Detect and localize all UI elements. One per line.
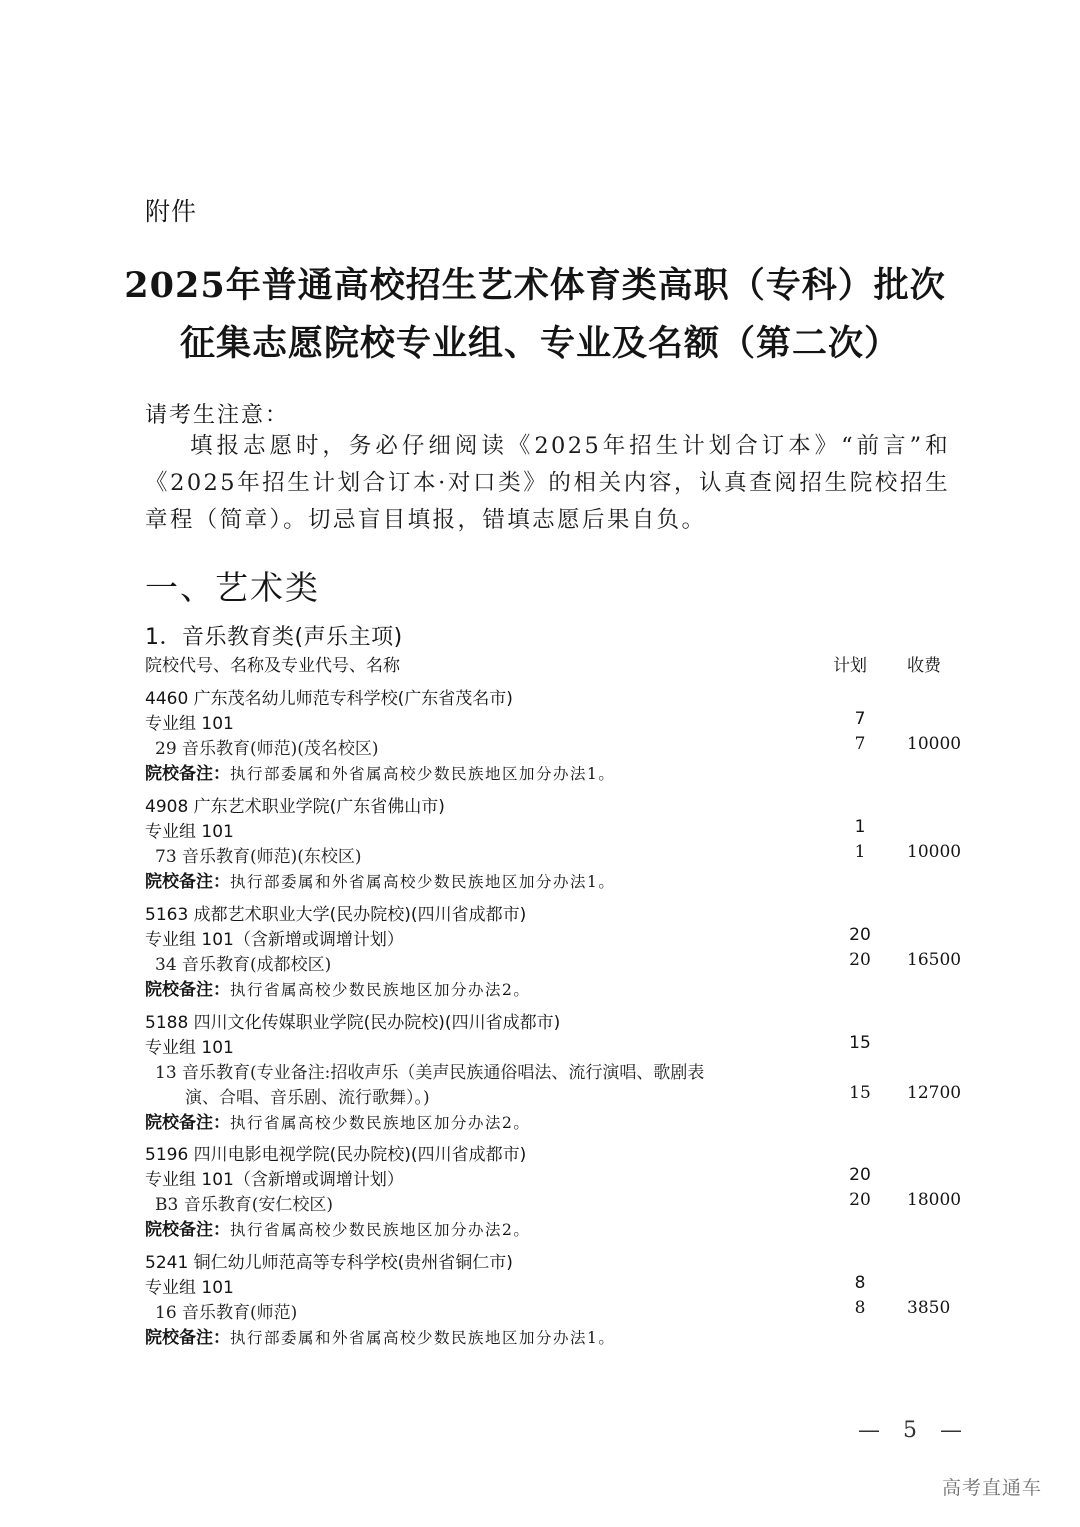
school-note: 院校备注：执行省属高校少数民族地区加分办法2。: [145, 1220, 531, 1240]
school-note: 院校备注：执行部委属和外省属高校少数民族地区加分办法1。: [145, 1328, 616, 1348]
school-header: 5241 铜仁幼儿师范高等专科学校(贵州省铜仁市): [145, 1253, 513, 1273]
major-row: B3 音乐教育(安仁校区) 20 18000: [155, 1190, 962, 1215]
page-title-line2: 征集志愿院校专业组、专业及名额（第二次）: [179, 323, 900, 364]
major-group-row: 专业组 101（含新增或调增计划） 20: [145, 1165, 871, 1190]
major-group-row: 专业组 101 1: [145, 817, 866, 842]
column-header-name: 院校代号、名称及专业代号、名称: [145, 656, 400, 676]
major-group-row: 专业组 101 8: [145, 1273, 866, 1298]
school-header: 4908 广东艺术职业学院(广东省佛山市): [145, 797, 445, 817]
major-row: 73 音乐教育(师范)(东校区) 1 10000: [155, 842, 962, 867]
attachment-label: 附件: [145, 197, 198, 226]
school-header: 5188 四川文化传媒职业学院(民办院校)(四川省成都市): [145, 1013, 561, 1033]
notice-label: 请考生注意：: [145, 403, 290, 428]
major-row: 16 音乐教育(师范) 8 3850: [155, 1298, 951, 1323]
school-header: 4460 广东茂名幼儿师范专科学校(广东省茂名市): [145, 689, 513, 709]
notice-body: 填报志愿时，务必仔细阅读《2025年招生计划合订本》“前言”和《2025年招生计划合订本·对口类》的相关内容，认真查阅招生院校招生章程（简章）。切忌盲目填报，错填志愿后果自负。: [145, 433, 950, 533]
page-title-line1: 2025年普通高校招生艺术体育类高职（专科）批次: [124, 265, 946, 306]
page-number: — 5 —: [858, 1418, 970, 1443]
major-group-row: 专业组 101（含新增或调增计划） 20: [145, 925, 871, 950]
school-header: 5196 四川电影电视学院(民办院校)(四川省成都市): [145, 1145, 527, 1165]
school-note: 院校备注：执行省属高校少数民族地区加分办法2。: [145, 1113, 531, 1133]
school-note: 院校备注：执行部委属和外省属高校少数民族地区加分办法1。: [145, 872, 616, 892]
major-row-continued: 演、合唱、音乐剧、流行歌舞）。) 15 12700: [185, 1083, 962, 1108]
column-header-fee: 收费: [907, 656, 941, 676]
major-group-row: 专业组 101 7: [145, 709, 866, 734]
subsection-title: 1．音乐教育类(声乐主项): [145, 625, 403, 650]
school-header: 5163 成都艺术职业大学(民办院校)(四川省成都市): [145, 905, 527, 925]
major-group-row: 专业组 101 15: [145, 1033, 871, 1058]
major-row: 13 音乐教育(专业备注:招收声乐（美声民族通俗唱法、流行演唱、歌剧表: [155, 1063, 705, 1083]
major-row: 29 音乐教育(师范)(茂名校区) 7 10000: [155, 734, 962, 759]
section-title: 一、艺术类: [145, 568, 320, 607]
school-note: 院校备注：执行部委属和外省属高校少数民族地区加分办法1。: [145, 764, 616, 784]
column-header-plan: 计划: [833, 656, 867, 676]
major-row: 34 音乐教育(成都校区) 20 16500: [155, 950, 962, 975]
watermark: 高考直通车: [942, 1477, 1043, 1499]
school-note: 院校备注：执行省属高校少数民族地区加分办法2。: [145, 980, 531, 1000]
